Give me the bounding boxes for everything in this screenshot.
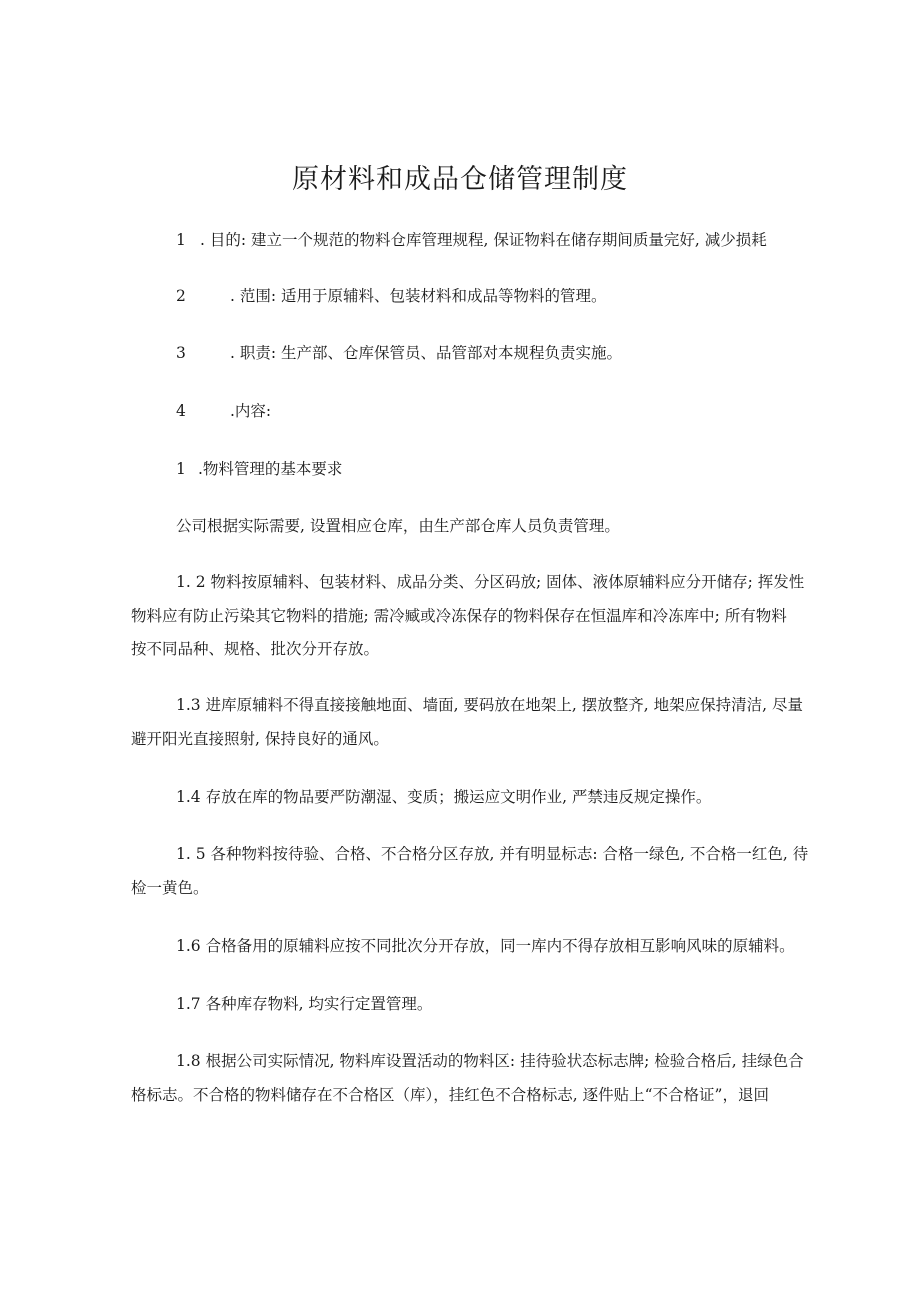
paragraph-1-3-line-2: 避开阳光直接照射, 保持良好的通风。 <box>131 730 389 748</box>
section-number: 2 <box>176 287 186 305</box>
section-purpose <box>176 229 767 251</box>
subheading-number: 1 <box>176 460 186 478</box>
section-number: 4 <box>176 402 186 420</box>
section-scope <box>176 285 607 307</box>
document-title: 原材料和成品仓储管理制度 <box>292 164 628 195</box>
subheading-basic-requirements <box>176 458 342 480</box>
paragraph-1-3-line-1: 1.3 进库原辅料不得直接接触地面、墙面, 要码放在地架上, 摆放整齐, 地架应保持清洁, 尽量 <box>176 696 803 714</box>
paragraph-1-2-line-3: 按不同品种、规格、批次分开存放。 <box>131 640 380 658</box>
section-text: .内容: <box>230 402 272 420</box>
section-text: . 目的: 建立一个规范的物料仓库管理规程, 保证物料在储存期间质量完好, 减少损耗 <box>200 231 767 249</box>
paragraph-1-7: 1.7 各种库存物料, 均实行定置管理。 <box>176 995 433 1013</box>
paragraph-1-4: 1.4 存放在库的物品要严防潮湿、变质；搬运应文明作业, 严禁违反规定操作。 <box>176 788 712 806</box>
section-responsibility <box>176 342 622 364</box>
paragraph-1-1: 公司根据实际需要, 设置相应仓库，由生产部仓库人员负责管理。 <box>176 517 620 535</box>
paragraph-1-2-line-2: 物料应有防止污染其它物料的措施; 需冷臧或冷冻保存的物料保存在恒温库和冷冻库中; 所有物料 <box>131 607 787 625</box>
paragraph-1-2-line-1: 1. 2 物料按原辅料、包装材料、成品分类、分区码放; 固体、液体原辅料应分开储存; 挥发性 <box>176 573 805 591</box>
section-content <box>176 400 271 422</box>
section-text: . 职责: 生产部、仓库保管员、品管部对本规程负责实施。 <box>230 344 623 362</box>
paragraph-1-8-line-1: 1.8 根据公司实际情况, 物料库设置活动的物料区: 挂待验状态标志牌; 检验合格后, 挂绿色合 <box>176 1052 804 1070</box>
section-text: . 范围: 适用于原辅料、包装材料和成品等物料的管理。 <box>230 287 607 305</box>
subheading-text: .物料管理的基本要求 <box>198 460 343 478</box>
section-number: 3 <box>176 344 186 362</box>
paragraph-1-8-line-2: 格标志。不合格的物料储存在不合格区（库），挂红色不合格标志, 逐件贴上“不合格证”，退回 <box>131 1086 769 1104</box>
paragraph-1-6: 1.6 合格备用的原辅料应按不同批次分开存放，同一库内不得存放相互影响风味的原辅料。 <box>176 937 795 955</box>
paragraph-1-5-line-1: 1. 5 各种物料按待验、合格、不合格分区存放, 并有明显标志: 合格一绿色, 不合格一红色, 待 <box>176 845 809 863</box>
paragraph-1-5-line-2: 检一黄色。 <box>131 879 209 897</box>
section-number: 1 <box>176 231 186 249</box>
